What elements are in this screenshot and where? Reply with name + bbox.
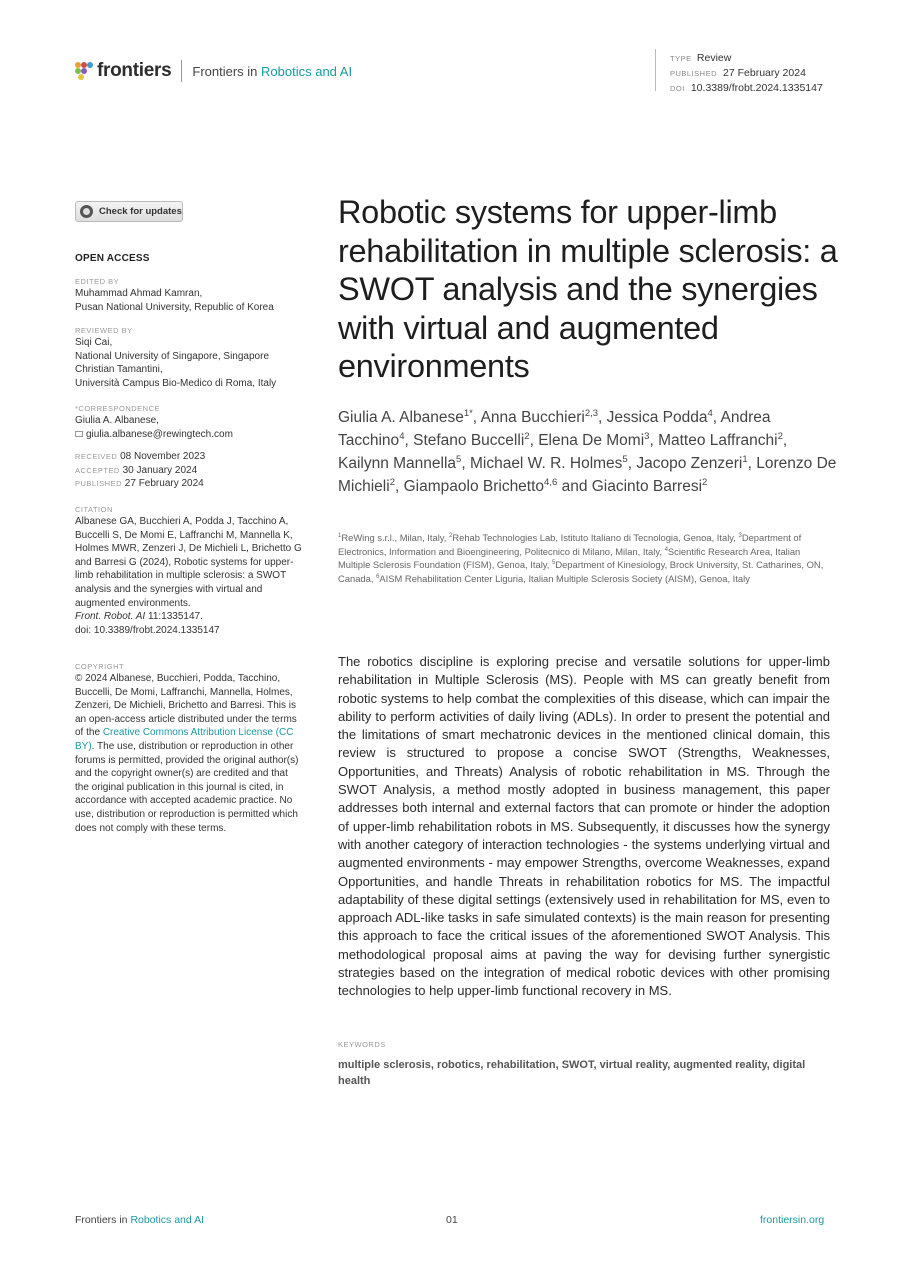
- accepted-label: ACCEPTED: [75, 465, 120, 475]
- author-list: Giulia A. Albanese$^{1*}$, Anna Bucchieri$^{2,3}$, Jessica Podda$^4$, Andrea Tacchino$^4$, Stefano Buccelli$^2$, Elena De Momi$^3$, Matteo Laffranchi$^2$, Kailynn Mannella$^5$, Michael W. R. Holmes$^5$, Jacopo Zenzeri$^1$, Lorenzo De Michieli$^2$, Giampaolo Brichetto$^{4,6}$ and Giacinto Barresi$^2$: [338, 408, 837, 495]
- site-url[interactable]: frontiersin.org: [760, 1214, 825, 1226]
- author-name[interactable]: Giampaolo Brichetto: [403, 478, 545, 495]
- author-name[interactable]: Stefano Buccelli: [413, 432, 525, 449]
- keywords-label: KEYWORDS: [338, 1040, 386, 1049]
- article-meta: [670, 51, 823, 96]
- header-divider: [181, 60, 182, 82]
- citation-journal: Front. Robot. AI: [75, 611, 146, 623]
- author-name[interactable]: Elena De Momi: [538, 432, 645, 449]
- copyright-block: [75, 661, 303, 835]
- author-name[interactable]: Matteo Laffranchi: [658, 432, 778, 449]
- editor-affiliation: Pusan National University, Republic of Korea: [75, 301, 274, 313]
- published-value: 27 February 2024: [723, 67, 806, 79]
- copyright-label: COPYRIGHT: [75, 662, 125, 671]
- check-for-updates-button[interactable]: [75, 201, 183, 222]
- reviewed-by-label: REVIEWED BY: [75, 326, 133, 335]
- author-affiliation-marker: 2,3: [584, 408, 599, 419]
- affiliation-marker: 1: [338, 533, 342, 539]
- citation-volume: 11:1335147.: [148, 611, 203, 623]
- received-date: 08 November 2023: [120, 451, 206, 462]
- author-affiliation-marker: 4: [707, 408, 713, 419]
- mail-icon: [75, 431, 83, 437]
- editor-name: Muhammad Ahmad Kamran,: [75, 288, 203, 299]
- author-affiliation-marker: 2: [524, 431, 530, 442]
- copyright-text: © 2024 Albanese, Bucchieri, Podda, Tacchino, Buccelli, De Momi, Laffranchi, Mannella, Holmes, Zenzeri, De Michieli, Brichetto and Barresi. This is an open-access article distributed under the terms of the: [75, 673, 297, 739]
- citation-doi[interactable]: doi: 10.3389/frobt.2024.1335147: [75, 624, 220, 636]
- author-affiliation-marker: 3: [644, 431, 650, 442]
- affiliations: [338, 531, 830, 585]
- author-affiliation-marker: 4: [399, 431, 405, 442]
- footer-journal-name[interactable]: Robotics and AI: [130, 1214, 204, 1226]
- reviewer-name: Christian Tamantini,: [75, 364, 163, 376]
- affiliation-text: ReWing s.r.l., Milan, Italy,: [341, 532, 450, 543]
- author-name[interactable]: Andrea Tacchino: [338, 409, 771, 449]
- affiliation-text: AISM Rehabilitation Center Liguria, Italian Multiple Sclerosis Society (AISM), Genoa, Italy: [379, 572, 750, 584]
- correspondent-name: Giulia A. Albanese,: [75, 415, 159, 426]
- published-label: PUBLISHED: [75, 479, 123, 489]
- check-updates-label: Check for updates: [99, 206, 182, 217]
- reviewer-affiliation: Università Campus Bio-Medico di Roma, Italy: [75, 377, 277, 389]
- footer-site-link[interactable]: [760, 1214, 824, 1226]
- affiliation-marker: 2: [449, 533, 453, 539]
- journal-prefix: Frontiers in: [192, 63, 258, 79]
- open-access-label: OPEN ACCESS: [75, 253, 150, 264]
- affiliation-text: Rehab Technologies Lab, Istituto Italiano di Tecnologia, Genoa, Italy,: [452, 532, 739, 543]
- published-label: PUBLISHED: [670, 69, 718, 78]
- author-affiliation-marker: 2: [777, 431, 783, 442]
- correspondence-block: [75, 403, 303, 441]
- author-name[interactable]: Jacopo Zenzeri: [636, 455, 743, 472]
- author-affiliation-marker: 1: [742, 454, 748, 465]
- author-name[interactable]: Kailynn Mannella: [338, 455, 457, 472]
- author-affiliation-marker: 1*: [463, 408, 473, 419]
- published-date: 27 February 2024: [124, 478, 204, 490]
- author-affiliation-marker: 2: [702, 477, 708, 488]
- citation-text: Albanese GA, Bucchieri A, Podda J, Tacchino A, Buccelli S, De Momi E, Laffranchi M, Mannella K, Holmes MWR, Zenzeri J, De Michieli L, Brichetto G and Barresi G (2024), Robotic systems for upper-limb rehabilitation in multiple sclerosis: a SWOT analysis and the synergies with virtual and augmented environments.: [75, 516, 302, 609]
- correspondence-label: *CORRESPONDENCE: [75, 404, 161, 413]
- doi-value[interactable]: 10.3389/frobt.2024.1335147: [690, 82, 823, 94]
- affiliation-marker: 3: [738, 533, 742, 539]
- author-name[interactable]: Jessica Podda: [606, 409, 708, 426]
- journal-title: [192, 64, 352, 79]
- affiliation-text: Department of Kinesiology, Brock University, St. Catharines, ON, Canada,: [338, 559, 824, 584]
- citation-block: [75, 504, 303, 637]
- edited-by-label: EDITED BY: [75, 277, 120, 286]
- reviewer-affiliation: National University of Singapore, Singapore: [75, 350, 269, 362]
- reviewer-name: Siqi Cai,: [75, 337, 113, 348]
- correspondent-email[interactable]: giulia.albanese@rewingtech.com: [86, 428, 233, 440]
- affiliation-marker: 5: [551, 560, 556, 567]
- received-label: RECEIVED: [75, 452, 118, 461]
- citation-label: CITATION: [75, 505, 113, 514]
- author-name[interactable]: Anna Bucchieri: [480, 409, 585, 426]
- journal-name[interactable]: Robotics and AI: [261, 63, 353, 79]
- cc-by-license-link[interactable]: Creative Commons Attribution License (CC BY): [75, 727, 294, 752]
- type-value: Review: [696, 52, 732, 64]
- author-name[interactable]: Michael W. R. Holmes: [469, 455, 623, 472]
- frontiers-dots-icon: [75, 62, 93, 80]
- doi-label: DOI: [670, 84, 685, 93]
- author-affiliation-marker: 5: [456, 454, 462, 465]
- keywords: multiple sclerosis, robotics, rehabilitation, SWOT, virtual reality, augmented reality, digital health: [338, 1059, 806, 1087]
- affiliation-marker: 6: [376, 573, 380, 580]
- frontiers-logo: [75, 60, 352, 82]
- affiliation-marker: 4: [664, 546, 668, 553]
- update-icon: [80, 205, 93, 218]
- author-affiliation-marker: 4,6: [544, 477, 558, 488]
- author-affiliation-marker: 2: [389, 477, 395, 488]
- page-number: 01: [446, 1214, 458, 1226]
- footer-journal-prefix: Frontiers in: [75, 1214, 128, 1226]
- accepted-date: 30 January 2024: [122, 464, 198, 476]
- affiliation-text: Scientific Research Area, Italian Multiple Sclerosis Foundation (FISM), Genoa, Italy,: [338, 545, 801, 571]
- footer-journal: [75, 1214, 204, 1226]
- edited-by-block: [75, 276, 303, 314]
- article-title: Robotic systems for upper-limb rehabilitation in multiple sclerosis: a SWOT analysis and the synergies with virtual and augmented environments: [338, 194, 838, 384]
- affiliation-text: Department of Electronics, Information and Bioengineering, Politecnico di Milano, Milan, Italy,: [338, 532, 802, 557]
- copyright-text-cont: . The use, distribution or reproduction in other forums is permitted, provided the original author(s) and the copyright owner(s) are credited and that the original publication in this journal is cited, in accordance with accepted academic practice. No use, distribution or reproduction is permitted which does not comply with these terms.: [75, 740, 299, 834]
- dates-block: [75, 450, 303, 491]
- author-affiliation-marker: 5: [622, 454, 628, 465]
- author-name[interactable]: Lorenzo De Michieli: [338, 455, 837, 495]
- type-label: TYPE: [670, 54, 692, 63]
- abstract: The robotics discipline is exploring precise and versatile solutions for upper-limb rehabilitation in Multiple Sclerosis (MS). People with MS can greatly benefit from robotic systems to help combat the complexities of this disease, which can impair the ability to perform activities of daily living (ADLs). In order to present the potential and the limitations of smart mechatronic devices in the mentioned clinical domain, this review is structured to propose a concise SWOT (Strengths, Weaknesses, Opportunities, and Threats) Analysis of robotic rehabilitation in MS. Through the SWOT Analysis, a method mostly adopted in business management, this paper addresses both internal and external factors that can promote or hinder the adoption of upper-limb rehabilitation robots in MS. Subsequently, it discusses how the synergy with another category of interaction technologies - the systems underlying virtual and augmented environments - may empower Strengths, overcome Weaknesses, expand Opportunities, and handle Threats in rehabilitation robotics for MS. The impactful adaptability of these digital settings (extensively used in rehabilitation for MS, even to approach ADL-like tasks in safe simulated contexts) is the main reason for presenting this approach to face the critical issues of the aforementioned SWOT Analysis. This methodological proposal aims at paving the way for devising further synergistic strategies based on the integration of medical robotic devices with other promising technologies to help upper-limb functional recovery in MS.: [338, 654, 830, 999]
- author-name[interactable]: Giulia A. Albanese: [338, 409, 464, 426]
- reviewed-by-block: [75, 325, 303, 390]
- author-name[interactable]: and Giacinto Barresi: [561, 478, 703, 495]
- meta-divider: [655, 49, 656, 91]
- open-access-block: [75, 252, 303, 266]
- brand-name: frontiers: [97, 60, 172, 81]
